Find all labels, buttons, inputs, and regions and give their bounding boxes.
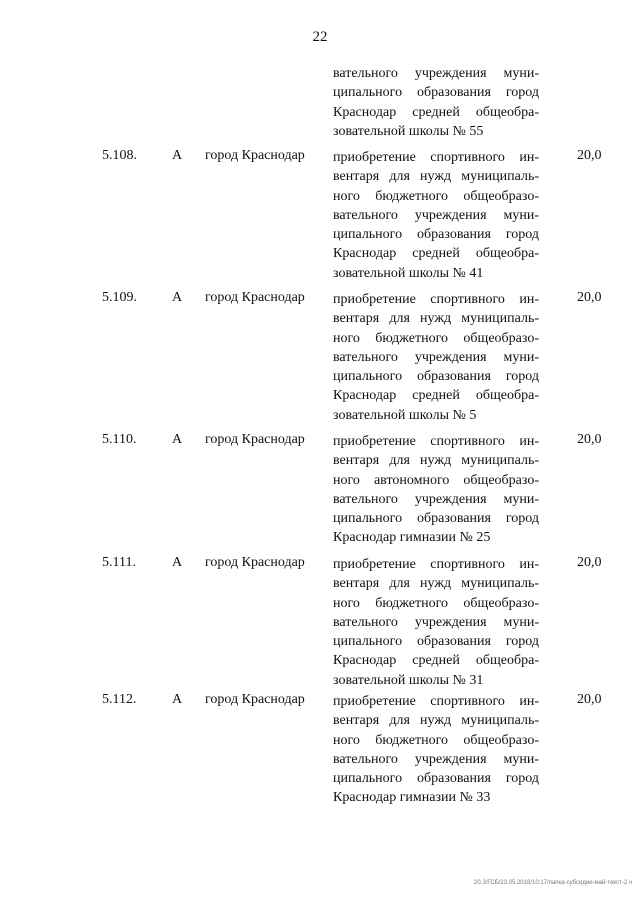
purpose-line: приобретение спортивного ин-: [333, 694, 539, 709]
purpose-line: Краснодар средней общеобра-: [333, 653, 539, 669]
row-municipality: город Краснодар: [205, 555, 305, 570]
purpose-line: Краснодар средней общеобра-: [333, 246, 539, 262]
purpose-line: вентаря для нужд муниципаль-: [333, 713, 539, 729]
purpose-line: вательного учреждения муни-: [333, 491, 539, 507]
purpose-line: вательного учреждения муни-: [333, 614, 539, 630]
row-amount: 20,0: [577, 555, 602, 570]
row-category: А: [172, 692, 183, 707]
purpose-line: вентаря для нужд муниципаль-: [333, 453, 539, 469]
row-number: 5.111.: [102, 555, 136, 570]
purpose-line: вентаря для нужд муниципаль-: [333, 576, 539, 592]
row-amount: 20,0: [577, 692, 602, 707]
continuation-line: Краснодар средней общеобра-: [333, 104, 539, 120]
row-municipality: город Краснодар: [205, 692, 305, 707]
purpose-line: Краснодар гимназии № 25: [333, 530, 491, 546]
purpose-line: вательного учреждения муни-: [333, 207, 539, 223]
row-amount: 20,0: [577, 148, 602, 163]
purpose-line: ципального образования город: [333, 369, 539, 385]
purpose-line: приобретение спортивного ин-: [333, 292, 539, 307]
row-category: А: [172, 432, 183, 447]
purpose-line: ного автономного общеобразо-: [333, 472, 539, 488]
purpose-line: ного бюджетного общеобразо-: [333, 732, 539, 748]
purpose-line: ного бюджетного общеобразо-: [333, 595, 539, 611]
purpose-line: зовательной школы № 41: [333, 265, 484, 281]
purpose-line: ципального образования город: [333, 227, 539, 243]
row-purpose: [333, 555, 539, 690]
row-number: 5.109.: [102, 290, 137, 305]
row-purpose: [333, 432, 539, 548]
row-category: А: [172, 148, 183, 163]
row-number: 5.108.: [102, 148, 137, 163]
purpose-line: ного бюджетного общеобразо-: [333, 188, 539, 204]
row-number: 5.110.: [102, 432, 137, 447]
purpose-line: вентаря для нужд муниципаль-: [333, 169, 539, 185]
purpose-line: Краснодар гимназии № 33: [333, 790, 491, 806]
row-category: А: [172, 555, 183, 570]
purpose-line: приобретение спортивного ин-: [333, 150, 539, 165]
row-municipality: город Краснодар: [205, 432, 305, 447]
continuation-line: ципального образования город: [333, 85, 539, 101]
row-amount: 20,0: [577, 290, 602, 305]
row-category: А: [172, 290, 183, 305]
row-purpose: [333, 290, 539, 425]
purpose-line: ципального образования город: [333, 771, 539, 787]
purpose-line: приобретение спортивного ин-: [333, 557, 539, 572]
footer-stamp: 20.3/ГСБ/23.05.2018/10:17/папка-субсидии-май-текст-2.ч: [474, 880, 632, 886]
row-municipality: город Краснодар: [205, 290, 305, 305]
row-amount: 20,0: [577, 432, 602, 447]
purpose-line: вательного учреждения муни-: [333, 349, 539, 365]
purpose-line: вательного учреждения муни-: [333, 751, 539, 767]
continuation-text: [333, 64, 539, 141]
purpose-line: ципального образования город: [333, 634, 539, 650]
purpose-line: Краснодар средней общеобра-: [333, 388, 539, 404]
continuation-line: вательного учреждения муни-: [333, 66, 539, 81]
page-number: 22: [312, 29, 328, 45]
row-purpose: [333, 692, 539, 808]
purpose-line: ципального образования город: [333, 511, 539, 527]
purpose-line: вентаря для нужд муниципаль-: [333, 311, 539, 327]
row-municipality: город Краснодар: [205, 148, 305, 163]
row-number: 5.112.: [102, 692, 137, 707]
row-purpose: [333, 148, 539, 283]
continuation-line: зовательной школы № 55: [333, 123, 484, 139]
purpose-line: приобретение спортивного ин-: [333, 434, 539, 449]
purpose-line: зовательной школы № 31: [333, 672, 484, 688]
purpose-line: зовательной школы № 5: [333, 407, 477, 423]
purpose-line: ного бюджетного общеобразо-: [333, 330, 539, 346]
